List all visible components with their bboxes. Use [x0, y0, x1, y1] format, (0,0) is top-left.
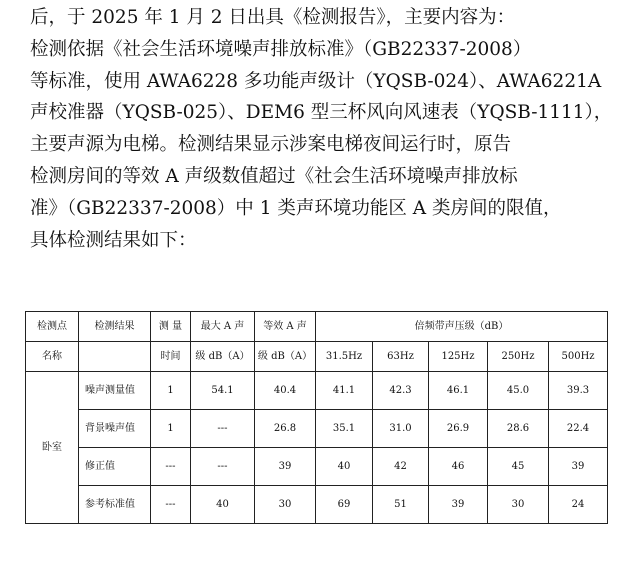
cell-band: 31.0	[373, 410, 429, 448]
cell-max: 54.1	[191, 372, 255, 410]
header-freq: 125Hz	[429, 342, 488, 372]
cell-band: 39.3	[549, 372, 608, 410]
header-max-level-line1: 最大 A 声	[191, 312, 255, 342]
row-label: 背景噪声值	[79, 410, 151, 448]
cell-band: 39	[429, 486, 488, 524]
paragraph-line: 声校准器（YQSB-025）、DEM6 型三杯风向风速表（YQSB-1111），	[30, 102, 613, 124]
paragraph-line: 后，于 2025 年 1 月 2 日出具《检测报告》，主要内容为：	[30, 7, 516, 28]
cell-max: 40	[191, 486, 255, 524]
cell-time: ---	[151, 448, 191, 486]
cell-band: 35.1	[316, 410, 373, 448]
table-row	[26, 486, 608, 524]
cell-band: 30	[488, 486, 549, 524]
cell-band: 45	[488, 448, 549, 486]
location-cell: 卧室	[26, 372, 79, 524]
cell-band: 42.3	[373, 372, 429, 410]
header-max-level-line2: 级 dB（A）	[191, 342, 255, 372]
cell-max: ---	[191, 410, 255, 448]
table-row	[26, 372, 608, 410]
paragraph-line: 检测房间的等效 A 声级数值超过《社会生活环境噪声排放标	[30, 165, 518, 187]
table-header-row	[26, 312, 608, 342]
header-point-name-line2: 名称	[26, 342, 79, 372]
cell-eq: 26.8	[255, 410, 316, 448]
header-time-line2: 时间	[151, 342, 191, 372]
cell-band: 41.1	[316, 372, 373, 410]
header-eq-level-line2: 级 dB（A）	[255, 342, 316, 372]
header-eq-level-line1: 等效 A 声	[255, 312, 316, 342]
paragraph-line: 具体检测结果如下：	[30, 229, 197, 251]
header-freq: 63Hz	[373, 342, 429, 372]
cell-time: 1	[151, 372, 191, 410]
header-freq: 250Hz	[488, 342, 549, 372]
table-header-row	[26, 342, 608, 372]
cell-eq: 30	[255, 486, 316, 524]
cell-band: 46.1	[429, 372, 488, 410]
header-point-name-line1: 检测点	[26, 312, 79, 342]
body-paragraph	[30, 2, 622, 256]
header-time-line1: 测 量	[151, 312, 191, 342]
cell-band: 39	[549, 448, 608, 486]
cell-band: 40	[316, 448, 373, 486]
cell-eq: 39	[255, 448, 316, 486]
cell-band: 28.6	[488, 410, 549, 448]
cell-band: 42	[373, 448, 429, 486]
row-label: 噪声测量值	[79, 372, 151, 410]
row-label: 修正值	[79, 448, 151, 486]
paragraph-line: 主要声源为电梯。检测结果显示涉案电梯夜间运行时，原告	[30, 134, 512, 156]
cell-band: 46	[429, 448, 488, 486]
header-octave-band: 倍频带声压级（dB）	[316, 312, 608, 342]
paragraph-line: 检测依据《社会生活环境噪声排放标准》（GB22337-2008）	[30, 38, 532, 60]
cell-time: 1	[151, 410, 191, 448]
header-freq: 31.5Hz	[316, 342, 373, 372]
row-label: 参考标准值	[79, 486, 151, 524]
header-freq: 500Hz	[549, 342, 608, 372]
table-row	[26, 448, 608, 486]
cell-band: 69	[316, 486, 373, 524]
cell-time: ---	[151, 486, 191, 524]
cell-eq: 40.4	[255, 372, 316, 410]
cell-band: 26.9	[429, 410, 488, 448]
cell-band: 22.4	[549, 410, 608, 448]
paragraph-line: 等标准，使用 AWA6228 多功能声级计（YQSB-024）、AWA6221A	[30, 70, 602, 92]
cell-band: 45.0	[488, 372, 549, 410]
cell-max: ---	[191, 448, 255, 486]
header-result: 检测结果	[79, 312, 151, 342]
table-row	[26, 410, 608, 448]
test-results-table	[25, 311, 608, 524]
cell-band: 24	[549, 486, 608, 524]
paragraph-line: 准》（GB22337-2008）中 1 类声环境功能区 A 类房间的限值，	[30, 197, 562, 219]
header-result-blank	[79, 342, 151, 372]
cell-band: 51	[373, 486, 429, 524]
